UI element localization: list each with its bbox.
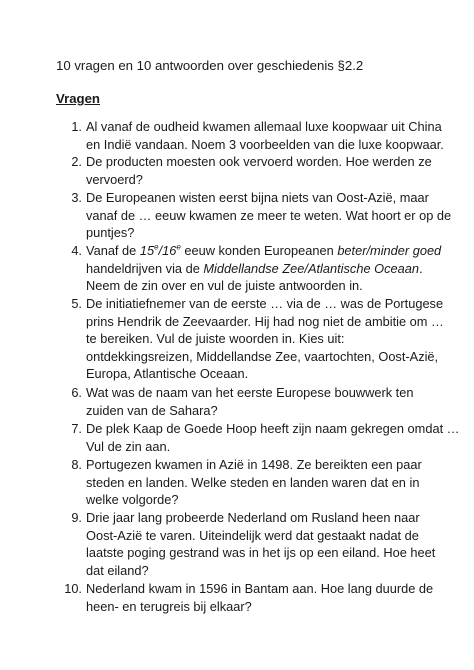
question-text-line: Oost-Azië te varen. Uiteindelijk werd dat gestaakt nadat de	[86, 527, 419, 543]
question-text-line: vanaf de … eeuw kwamen ze meer te weten. Wat hoort er op de	[86, 207, 452, 223]
question-text-line: Portugezen kwamen in Azië in 1498. Ze bereikten een paar	[86, 457, 422, 472]
question-text-line: De initiatiefnemer van de eerste … via de … was de Portugese	[86, 296, 444, 311]
question-text-line: Nederland kwam in 1596 in Bantam aan. Hoe lang duurde de	[86, 581, 434, 596]
question-text-line	[86, 242, 441, 260]
text-fragment: handeldrijven via de	[86, 260, 204, 276]
choice-option: Middellandse Zee/Atlantische Oceaan	[203, 260, 419, 276]
question-number: 7.	[71, 421, 82, 436]
question-text-line: dat eiland?	[86, 562, 149, 578]
question-text	[86, 295, 444, 383]
question-text-line: De Europeanen wisten eerst bijna niets van Oost-Azië, maar	[86, 190, 429, 205]
question-number: 2.	[71, 154, 82, 169]
question-text	[86, 189, 452, 242]
question-text	[86, 509, 441, 579]
question-text-line: ontdekkingsreizen, Middellandse Zee, vaartochten, Oost-Azië,	[86, 348, 439, 364]
question-number: 1.	[71, 119, 82, 134]
superscript: e	[154, 242, 159, 252]
question-text-line	[86, 260, 441, 278]
question-text-line: heen- en terugreis bij elkaar?	[86, 598, 252, 614]
section-heading-vragen: Vragen	[56, 91, 100, 106]
superscript: e	[176, 242, 181, 252]
question-text-line: Drie jaar lang probeerde Nederland om Rusland heen naar	[86, 510, 420, 525]
question-text	[86, 580, 441, 615]
question-text-line: Europa, Atlantische Oceaan.	[86, 366, 249, 381]
question-number: 4.	[71, 243, 82, 258]
century-option-a: 15e/16e	[139, 242, 181, 258]
text-fragment: .	[418, 260, 423, 276]
text-fragment: Vanaf de	[86, 243, 140, 258]
text-fragment: eeuw konden Europeanen	[180, 243, 338, 258]
question-text-line: Neem de zin over en vul de juiste antwoorden in.	[86, 278, 363, 293]
question-number: 8.	[71, 457, 82, 472]
question-text	[86, 420, 460, 455]
question-number: 6.	[71, 385, 82, 400]
document-title: 10 vragen en 10 antwoorden over geschiedenis §2.2	[56, 58, 364, 73]
question-text	[86, 456, 441, 509]
question-text-line: Vul de zin aan.	[86, 438, 171, 454]
question-text-line: en Indië vandaan. Noem 3 voorbeelden van die luxe koopwaar.	[86, 136, 444, 152]
question-number: 10.	[64, 581, 82, 596]
question-text-line: Al vanaf de oudheid kwamen allemaal luxe koopwaar uit China	[86, 119, 442, 134]
question-number: 3.	[71, 190, 82, 205]
question-text-line: welke volgorde?	[86, 492, 179, 507]
question-text-line: te bereiken. Vul de juiste woorden in. Kies uit:	[86, 331, 345, 346]
question-text	[86, 242, 441, 295]
question-text-line: Wat was de naam van het eerste Europese bouwwerk ten	[86, 385, 414, 400]
question-text-line: laatste poging gestrand was in het ijs op een eiland. Hoe heet	[86, 545, 436, 560]
question-text-line: prins Hendrik de Zeevaarder. Hij had nog niet de ambitie om …	[86, 313, 444, 329]
choice-option: beter/minder goed	[337, 243, 442, 258]
question-text-line: steden en landen. Welke steden en landen waren dat en in	[86, 474, 420, 490]
question-text-line: puntjes?	[86, 225, 135, 240]
question-number: 9.	[71, 510, 82, 525]
question-text-line: zuiden van de Sahara?	[86, 402, 218, 418]
question-number: 5.	[71, 296, 82, 311]
question-text-line: De producten moesten ook vervoerd worden. Hoe werden ze	[86, 154, 432, 169]
question-text	[86, 118, 444, 153]
question-text-line: vervoerd?	[86, 171, 143, 187]
question-text-line: De plek Kaap de Goede Hoop heeft zijn naam gekregen omdat …	[86, 421, 460, 436]
question-text	[86, 153, 441, 188]
question-text	[86, 384, 441, 419]
